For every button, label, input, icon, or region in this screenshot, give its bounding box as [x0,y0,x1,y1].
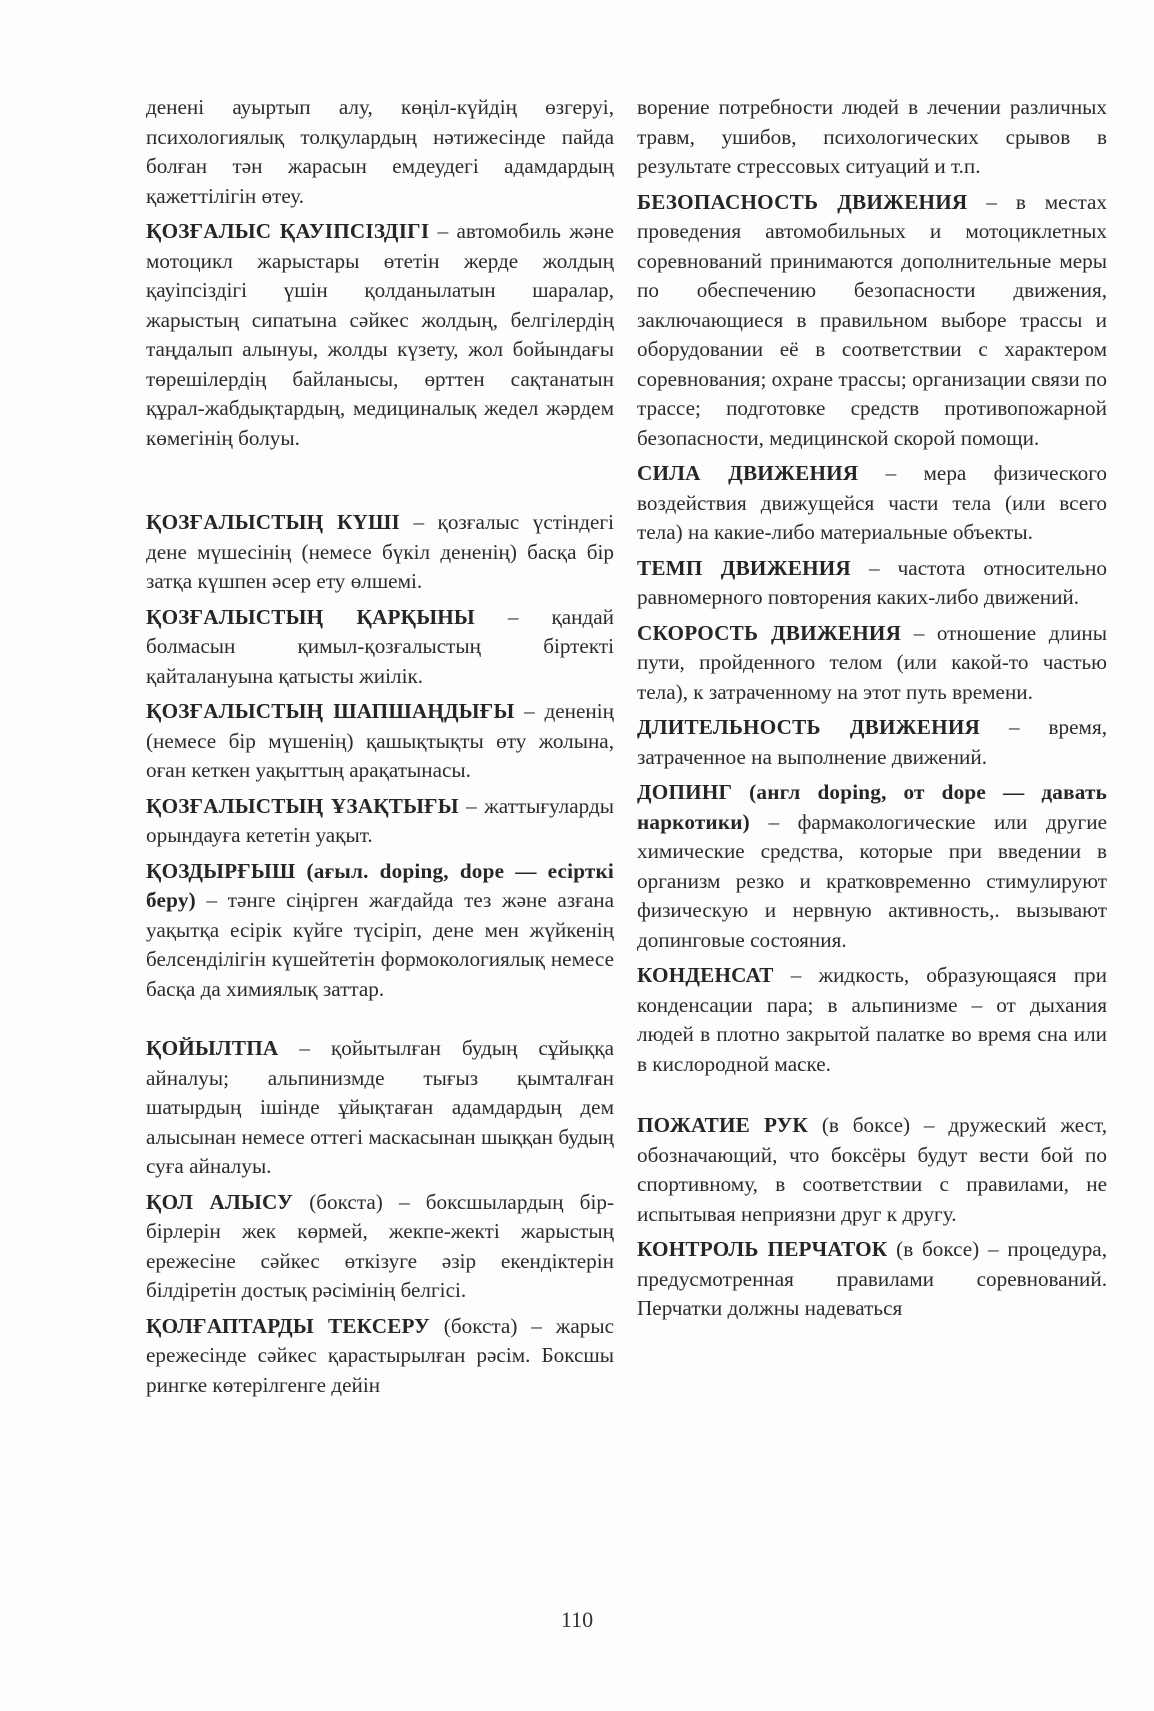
entry-definition: – отношение длины пути, пройденного телом (или какой-то частью тела), к затраченному на этот путь времени. [637,620,1108,704]
entry-term: ҚОЗДЫРҒЫШ (ағыл. doping, dope — есірткі беру) [146,858,614,912]
entry-term: ҚОЗҒАЛЫСТЫҢ ҰЗАҚТЫҒЫ [146,793,459,818]
entry [637,619,1107,708]
entry-definition: (в боксе) – дружеский жест, обозначающий, что боксёры будут вести бой по спортивному, в соответствии с правилами, не испытывая неприязни друг к другу. [637,1113,1107,1226]
entry-definition: – время, затраченное на выполнение движений. [637,715,1108,769]
entry-term: ҚОЗҒАЛЫС ҚАУІПСІЗДІГІ [146,219,430,243]
entry-definition: – мера физического воздействия движущейся части тела (или всего тела) на какие-либо материальные объекты. [637,461,1107,544]
entry-term: КОНТРОЛЬ ПЕРЧАТОК [637,1237,888,1261]
entry: денені ауыртып алу, көңіл-күйдің өзгеруі, психологиялық толқулардың нәтижесінде пайда болған тән жарасын емдеудегі адамдардың қажеттілігін өтеу. [146,95,614,208]
entry-term: БЕЗОПАСНОСТЬ ДВИЖЕНИЯ [637,189,968,214]
entry: ворение потребности людей в лечении различных травм, ушибов, психологических срывов в результате стрессовых ситуаций и т.п. [637,95,1107,178]
entry [146,217,614,453]
page-number: 110 [560,1607,594,1632]
entry [637,961,1107,1079]
entry-term: ҚОЛҒАПТАРДЫ ТЕКСЕРУ [146,1313,430,1338]
entry-definition: (бокста) – боксшылардың бір-бірлерін жек көрмей, жекпе-жекті жарыстың ережесіне сәйкес өткізуге әзір екендіктерін білдіретін достық рәсімінің белгісі. [146,1189,614,1302]
entry [637,713,1107,772]
entry-definition: – фармакологические или другие химические средства, которые при введении в организм резко и кратковременно стимулируют физическую и нервную активность,. вызывают допинговые состояния. [637,809,1107,952]
entry-term: ДОПИНГ (англ doping, от dope — давать наркотики) [637,780,1107,834]
entry [637,778,1107,955]
entry-term: ҚОЗҒАЛЫСТЫҢ ШАПШАҢДЫҒЫ [146,699,515,723]
entry [637,1111,1107,1229]
entry [637,554,1107,613]
entry-definition: (бокста) – жарыс ережесінде сәйкес қарастырылған рәсім. Боксшы рингке көтерілгенге дейін [146,1313,614,1397]
entry-definition: – қойытылған будың сұйыққа айналуы; альпинизмде тығыз қымталған шатырдың ішінде ұйықтаған адамдардың дем алысынан немесе оттегі маскасынан шыққан будың суға айналуы. [146,1036,614,1178]
entry-definition: – дененің (немесе бір мүшенің) қашықтықты өту жолына, оған кеткен уақыттың арақатынасы. [146,699,614,782]
entry-definition: – тәнге сіңірген жағдайда тез және азғана уақытқа есірік күйге түсіріп, дене мен жүйкенің белсенділігін күшейтетін формокологиялық немесе басқа да химиялық заттар. [146,888,614,1001]
entry [637,1235,1107,1324]
entry-definition: – қозғалыс үстіндегі дене мүшесінің (немесе бүкіл дененің) басқа бір затқа күшпен әсер ету өлшемі. [146,510,615,593]
entry [146,857,614,1005]
entry-term: СКОРОСТЬ ДВИЖЕНИЯ [637,620,902,645]
entry-definition: (в боксе) – процедура, предусмотренная правилами соревнований. Перчатки должны надеваться [637,1237,1107,1320]
entry [146,697,614,786]
entry-definition: – автомобиль және мотоцикл жарыстары өтетін жерде жолдың қауіпсіздігі үшін қолданылатын шаралар, жарыстың сипатына сәйкес жолдың, белгілердің таңдалып алынуы, жолды күзету, жол бойындағы төрешілердің байланысы, өрттен сақтанатын құрал-жабдықтардың, медициналық жедел жәрдем көмегінің болуы. [146,219,614,450]
entry-definition: – частота относительно равномерного повторения каких-либо движений. [637,555,1107,609]
entry-term: СИЛА ДВИЖЕНИЯ [637,461,859,485]
entry-definition: – в местах проведения автомобильных и мотоциклетных соревнований принимаются дополнительные меры по обеспечению безопасности движения, заключающиеся в правильном выборе трассы и оборудовании её в соответствии с характером соревнования; охране трассы; организации связи по трассе; подготовке средств противопожарной безопасности, медицинской скорой помощи. [637,189,1108,450]
entry-term: ҚОЗҒАЛЫСТЫҢ ҚАРҚЫНЫ [146,604,475,629]
entry-term: ТЕМП ДВИЖЕНИЯ [637,555,851,580]
entry-term: ҚОЗҒАЛЫСТЫҢ КҮШІ [146,510,400,534]
left-column [146,93,614,1406]
entry [637,459,1107,548]
entry [637,188,1107,454]
entry-definition: – жаттығуларды орындауға кететін уақыт. [146,793,614,847]
entry-definition: – қандай болмасын қимыл-қозғалыстың біртекті қайталануына қатысты жиілік. [146,604,614,688]
entry-term: ДЛИТЕЛЬНОСТЬ ДВИЖЕНИЯ [637,715,980,739]
entry-term: КОНДЕНСАТ [637,963,774,987]
entry-term: ҚОЛ АЛЫСУ [146,1189,294,1214]
entry [146,603,614,692]
entry-definition: – жидкость, образующаяся при конденсации пара; в альпинизме – от дыхания людей в плотно закрытой палатке во время сна или в кислородной маске. [637,963,1107,1076]
entry [146,1188,614,1306]
right-column [637,93,1107,1330]
entry-term: ПОЖАТИЕ РУК [637,1113,808,1137]
entry-term: ҚОЙЫЛТПА [146,1036,279,1060]
entry [146,508,614,597]
entry [146,792,614,851]
entry [146,1034,614,1182]
entry [146,1312,614,1401]
